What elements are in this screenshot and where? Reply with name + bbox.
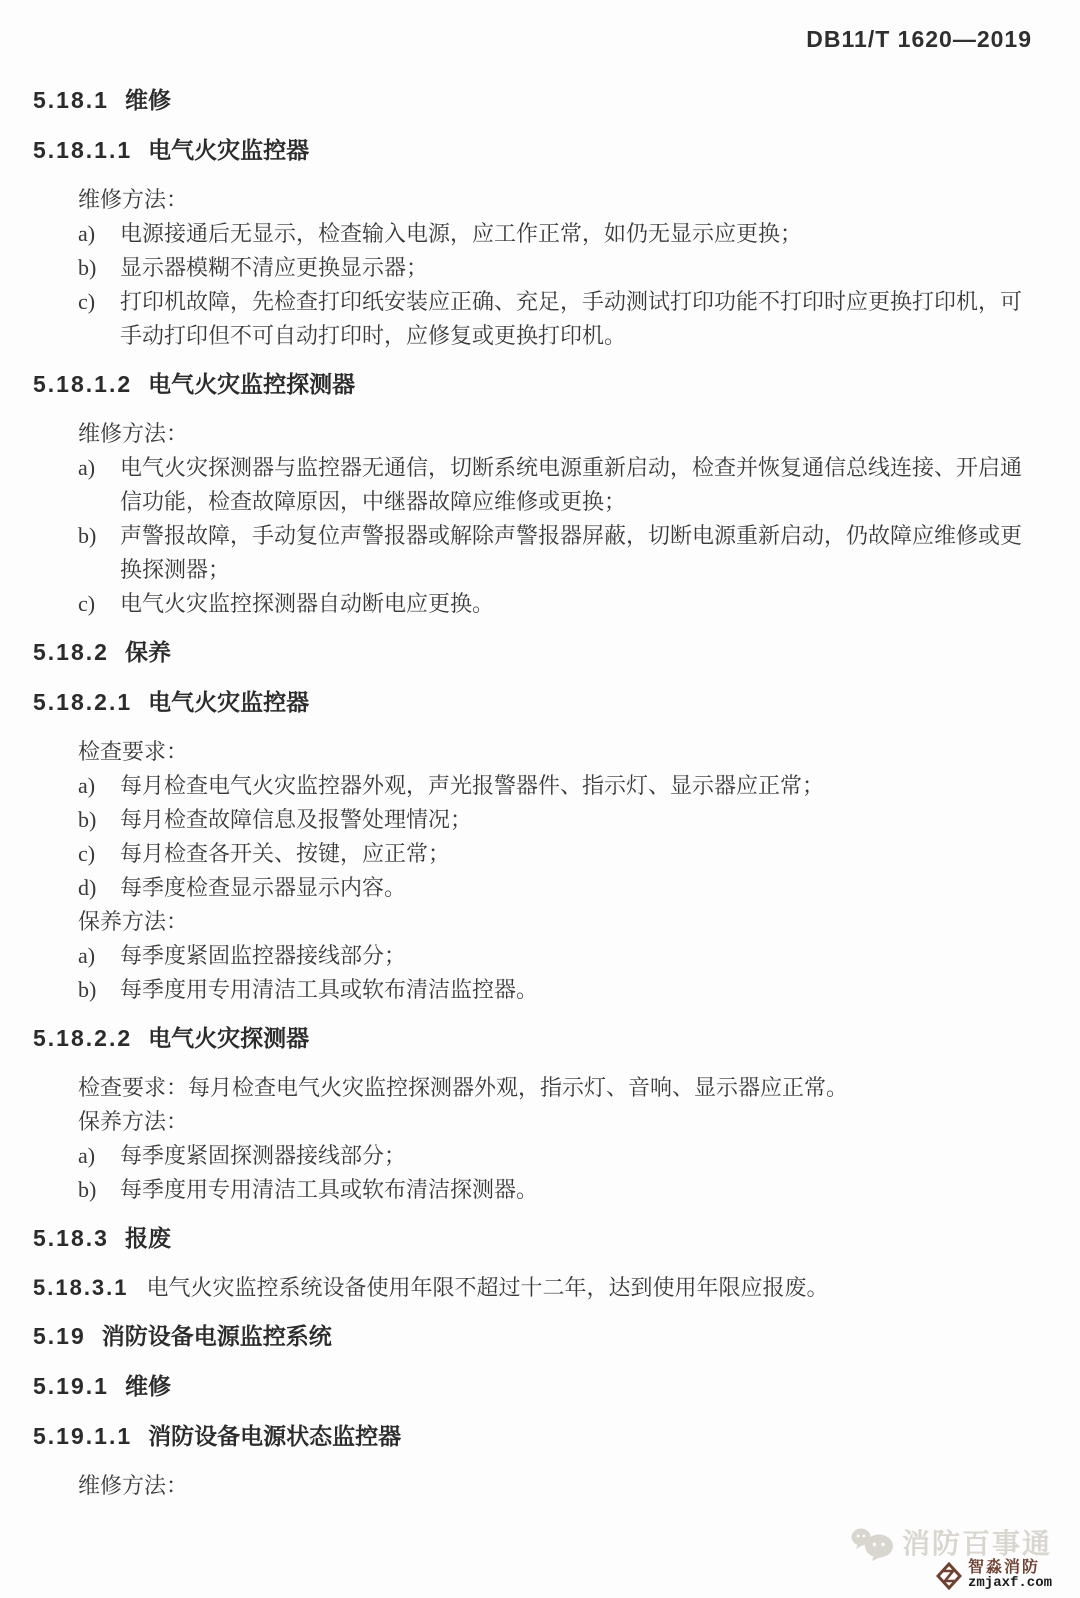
item-marker: a) — [78, 1143, 96, 1168]
section-heading — [33, 1369, 1032, 1403]
section-title: 保养 — [124, 639, 171, 665]
list-item — [78, 519, 1032, 587]
item-text: 每季度用专用清洁工具或软布清洁监控器。 — [120, 977, 539, 1002]
section-heading — [33, 1419, 1032, 1453]
list-label: 保养方法： — [78, 1109, 189, 1134]
list-item — [78, 1173, 1032, 1207]
section-number: 5.18.3 — [33, 1225, 109, 1251]
paragraph: 检查要求：每月检查电气火灾监控探测器外观，指示灯、音响、显示器应正常。 — [78, 1075, 849, 1100]
item-marker: c) — [78, 591, 96, 616]
section-title: 消防设备电源监控系统 — [101, 1323, 332, 1349]
item-text: 每季度紧固监控器接线部分； — [120, 943, 407, 968]
footer-logo-text — [968, 1560, 1052, 1591]
doc-number: DB11/T 1620—2019 — [806, 26, 1032, 52]
item-text: 电气火灾监控探测器自动断电应更换。 — [120, 591, 495, 616]
section-heading — [33, 367, 1032, 401]
section-heading — [33, 635, 1032, 669]
list-item — [78, 587, 1032, 621]
list-item — [78, 803, 1032, 837]
list-item — [78, 251, 1032, 285]
list-item — [78, 973, 1032, 1007]
section-title: 电气火灾监控器 — [148, 137, 310, 163]
section-number: 5.18.1.1 — [33, 137, 133, 163]
item-marker: b) — [78, 1177, 97, 1202]
section-title: 消防设备电源状态监控器 — [148, 1423, 402, 1449]
item-text: 每季度用专用清洁工具或软布清洁探测器。 — [120, 1177, 539, 1202]
list-label: 检查要求： — [78, 739, 189, 764]
item-text: 声警报故障，手动复位声警报器或解除声警报器屏蔽，切断电源重新启动，仍故障应维修或更换探测器； — [120, 523, 1023, 582]
list-item — [78, 769, 1032, 803]
item-marker: d) — [78, 875, 97, 900]
section-number: 5.19 — [33, 1323, 86, 1349]
section-title: 报废 — [124, 1225, 171, 1251]
section-title: 维修 — [124, 1373, 171, 1399]
clause-number: 5.18.3.1 — [33, 1275, 129, 1300]
section-number: 5.18.2.1 — [33, 689, 133, 715]
footer-logo — [936, 1560, 1052, 1591]
item-marker: a) — [78, 455, 96, 480]
section-title: 电气火灾探测器 — [148, 1025, 310, 1051]
footer-logo-url: zmjaxf.com — [967, 1575, 1052, 1591]
watermark-brand-text: 消防百事通 — [901, 1528, 1052, 1559]
item-marker: a) — [78, 943, 96, 968]
section-number: 5.18.1.2 — [33, 371, 133, 397]
section-heading — [33, 133, 1032, 167]
item-text: 每月检查各开关、按键，应正常； — [120, 841, 451, 866]
footer-logo-name: 智淼消防 — [967, 1559, 1040, 1576]
item-marker: a) — [78, 221, 96, 246]
section-heading — [33, 83, 1032, 117]
item-text: 电源接通后无显示，检查输入电源，应工作正常，如仍无显示应更换； — [120, 221, 803, 246]
list-item — [78, 939, 1032, 973]
section-title: 维修 — [124, 87, 171, 113]
watermark — [850, 1526, 1052, 1562]
section-heading — [33, 1021, 1032, 1055]
item-marker: a) — [78, 773, 96, 798]
item-text: 打印机故障，先检查打印纸安装应正确、充足，手动测试打印功能不打印时应更换打印机，可手动打印但不可自动打印时，应修复或更换打印机。 — [120, 289, 1023, 348]
zhimiao-diamond-icon — [936, 1562, 962, 1590]
list-label: 维修方法： — [78, 421, 189, 446]
item-text: 每月检查故障信息及报警处理情况； — [120, 807, 473, 832]
item-text: 每季度紧固探测器接线部分； — [120, 1143, 407, 1168]
item-text: 每月检查电气火灾监控器外观，声光报警器件、指示灯、显示器应正常； — [120, 773, 825, 798]
item-marker: c) — [78, 289, 96, 314]
doc-body — [0, 83, 1080, 1503]
section-title: 电气火灾监控器 — [148, 689, 310, 715]
item-text: 每季度检查显示器显示内容。 — [120, 875, 407, 900]
section-heading — [33, 685, 1032, 719]
section-number: 5.19.1.1 — [33, 1423, 133, 1449]
section-heading — [33, 1319, 1032, 1353]
section-heading — [33, 1221, 1032, 1255]
item-text: 显示器模糊不清应更换显示器； — [120, 255, 429, 280]
list-item — [78, 1139, 1032, 1173]
list-label: 保养方法： — [78, 909, 189, 934]
chat-bubbles-icon — [850, 1526, 898, 1562]
list-item — [78, 217, 1032, 251]
item-text: 电气火灾探测器与监控器无通信，切断系统电源重新启动，检查并恢复通信总线连接、开启通信功能，检查故障原因，中继器故障应维修或更换； — [120, 455, 1023, 514]
list-item — [78, 837, 1032, 871]
item-marker: b) — [78, 977, 97, 1002]
clause-text: 电气火灾监控系统设备使用年限不超过十二年，达到使用年限应报废。 — [146, 1275, 829, 1300]
list-label: 维修方法： — [78, 187, 189, 212]
list-label: 维修方法： — [78, 1473, 189, 1498]
list-item — [78, 451, 1032, 519]
list-item — [78, 285, 1032, 353]
item-marker: b) — [78, 255, 97, 280]
section-number: 5.18.2 — [33, 639, 109, 665]
item-marker: b) — [78, 523, 97, 548]
item-marker: b) — [78, 807, 97, 832]
list-item — [78, 871, 1032, 905]
section-number: 5.19.1 — [33, 1373, 109, 1399]
clause-paragraph — [33, 1271, 1032, 1305]
doc-header — [0, 0, 1080, 57]
section-title: 电气火灾监控探测器 — [148, 371, 356, 397]
item-marker: c) — [78, 841, 96, 866]
section-number: 5.18.1 — [33, 87, 109, 113]
section-number: 5.18.2.2 — [33, 1025, 133, 1051]
